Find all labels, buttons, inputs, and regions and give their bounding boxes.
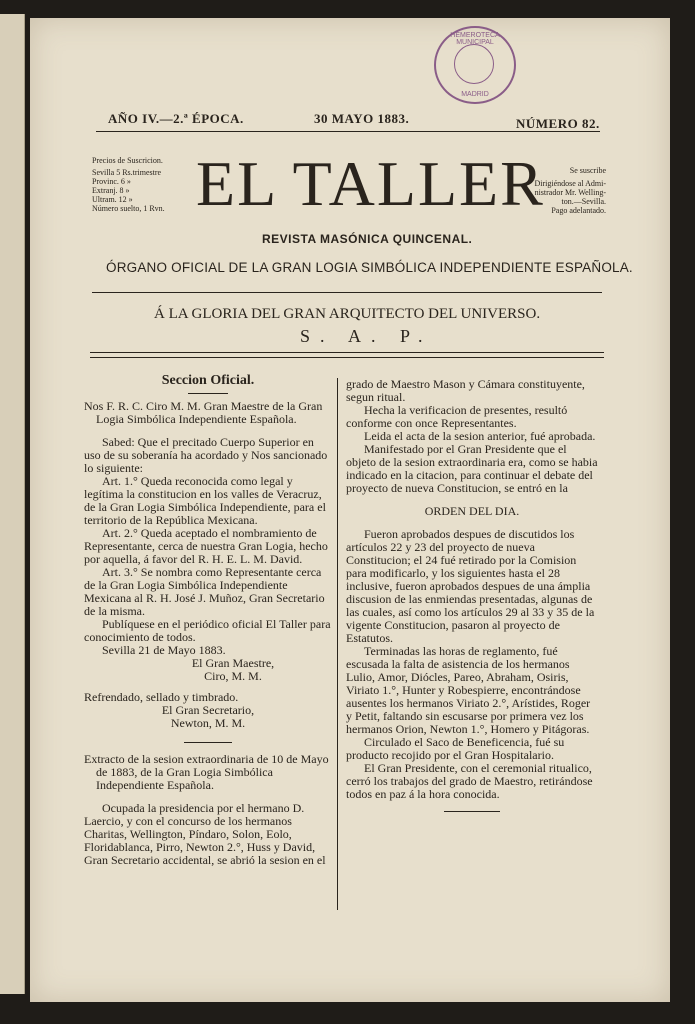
subscribe-title: Se suscribe <box>569 166 606 175</box>
section-title: Seccion Oficial. <box>161 373 255 388</box>
sap-line: S. A. P. <box>300 326 433 346</box>
secretary-title: El Gran Secretario, <box>161 703 255 717</box>
price-line: Ultram. 12 » <box>92 195 133 204</box>
library-stamp <box>434 26 516 104</box>
subscription-prices <box>92 156 200 213</box>
decree-article-1: Art. 1.° Queda reconocida como legal y legítima la constitucion en los valles de Veracruz, de la Gran Logia Simbólica Independiente, para el territorio de la República Mexicana. <box>84 474 326 527</box>
column-divider <box>337 378 338 910</box>
price-line: Extranj. 8 » <box>92 186 130 195</box>
year-epoch: AÑO IV.—2.ª ÉPOCA. <box>108 111 244 126</box>
price-line: Sevilla 5 Rs.trimestre <box>92 168 162 177</box>
decree-opening: Nos F. R. C. Ciro M. M. Gran Maestre de la Gran Logia Simbólica Independiente Española. <box>84 399 323 426</box>
section-separator <box>184 742 232 743</box>
decree-article-3: Art. 3.° Se nombra como Representante cerca de la Gran Logia Simbólica Independiente Mexicana al R. H. José J. Muñoz, Gran Secretario de la misma. <box>84 565 325 618</box>
attendance: Terminadas las horas de reglamento, fué escusada la falta de asistencia de los hermanos Lulio, Amor, Diócles, Pareo, Abraham, Osiris, Viriato 1.°, Hunter y Robespierre, encontrándose ausentes los hermanos Viriato 2.°, Arístides, Roger y Petit, faltando sin escusarse por primera vez los hermanos Orion, Newton 1.°, Homero y Pitágoras. <box>346 644 591 736</box>
stamp-bottom-text: MADRID <box>461 91 489 98</box>
gloria-line: Á LA GLORIA DEL GRAN ARQUITECTO DEL UNIVERSO. <box>154 306 541 322</box>
stamp-top-text: HEMEROTECA MUNICIPAL <box>450 32 500 46</box>
double-rule-top <box>90 352 604 353</box>
session-opening: Ocupada la presidencia por el hermano D. Laercio, y con el concurso de los hermanos Charitas, Wellington, Píndaro, Solon, Eolo, Floridablanca, Pirro, Newton 2.°, Huss y David, Gran Secretario accidental, se abrió la sesion en el <box>84 801 326 867</box>
decree-sabed: Sabed: Que el precitado Cuerpo Superior en uso de su soberanía ha acordado y Nos sancionado lo siguiente: <box>84 435 328 475</box>
organ-rule <box>92 292 602 293</box>
verification: Hecha la verificacion de presentes, resultó conforme con once Representantes. <box>346 403 568 430</box>
articles-approved: Fueron aprobados despues de discutidos los artículos 22 y 23 del proyecto de nueva Constitucion; el 24 fué retirado por la Comision para modificarlo, y los siguientes hasta el 28 inclusive, fueron aprobados despues de una ámplia discusion de las enmiendas presentadas, algunas de las cuales, así como los artículos 29 al 33 y 35 de la vigente Constitucion, pasaron al proyecto de Estatutos. <box>346 527 595 645</box>
header-rule <box>96 131 600 132</box>
subscribe-line: Dirigiéndose al Admi- <box>534 179 606 188</box>
decree-place-date: Sevilla 21 de Mayo 1883. <box>102 643 226 657</box>
endorsement: Refrendado, sellado y timbrado. <box>84 690 239 704</box>
subscription-info <box>496 166 606 215</box>
issue-date: 30 MAYO 1883. <box>314 111 410 126</box>
president-statement: Manifestado por el Gran Presidente que el objeto de la sesion extraordinaria era, como se habia indicado en la citacion, para continuar el debate del proyecto de nueva Constitucion, se entró en la <box>346 442 598 495</box>
organ-line: ÓRGANO OFICIAL DE LA GRAN LOGIA SIMBÓLICA INDEPENDIENTE ESPAÑOLA. <box>106 260 633 275</box>
prices-title: Precios de Suscricion. <box>92 156 163 165</box>
decree-publish: Publíquese en el periódico oficial El Taller para conocimiento de todos. <box>84 617 331 644</box>
subscribe-line: Pago adelantado. <box>551 206 606 215</box>
signature-title: El Gran Maestre, <box>191 656 275 670</box>
end-rule <box>444 811 500 812</box>
subscribe-line: ton.—Sevilla. <box>561 197 606 206</box>
stamp-crest-icon <box>454 44 494 84</box>
newspaper-title: EL TALLER <box>196 148 545 219</box>
subscribe-line: nistrador Mr. Welling- <box>534 188 606 197</box>
section-title-rule <box>188 393 228 394</box>
extract-heading: Extracto de la sesion extraordinaria de 10 de Mayo de 1883, de la Gran Logia Simbólica Independiente Española. <box>84 752 329 792</box>
subtitle: REVISTA MASÓNICA QUINCENAL. <box>262 232 473 246</box>
previous-page-edge <box>0 14 25 994</box>
decree-article-2: Art. 2.° Queda aceptado el nombramiento de Representante, cerca de nuestra Gran Logia, hecho por aquella, á favor del R. H. E. L. M. David. <box>84 526 328 566</box>
price-line: Número suelto, 1 Rvn. <box>92 204 165 213</box>
charity-collection: Circulado el Saco de Beneficencia, fué su producto recojido por el Gran Hospitalario. <box>346 735 565 762</box>
session-continued: grado de Maestro Mason y Cámara constituyente, segun ritual. <box>346 377 585 404</box>
signature-name: Ciro, M. M. <box>204 669 262 683</box>
session-closing: El Gran Presidente, con el ceremonial ritualico, cerró los trabajos del grado de Maestro, retirándose todos en paz á la hora conocida. <box>346 761 593 801</box>
newspaper-page <box>30 18 670 1002</box>
price-line: Provinc. 6 » <box>92 177 131 186</box>
left-column <box>84 374 332 867</box>
agenda-heading: ORDEN DEL DIA. <box>424 504 520 518</box>
right-column <box>346 378 598 812</box>
minutes-approved: Leida el acta de la sesion anterior, fué aprobada. <box>364 429 596 443</box>
secretary-name: Newton, M. M. <box>170 716 246 730</box>
issue-number: NÚMERO 82. <box>516 116 600 131</box>
double-rule-bottom <box>90 357 604 358</box>
